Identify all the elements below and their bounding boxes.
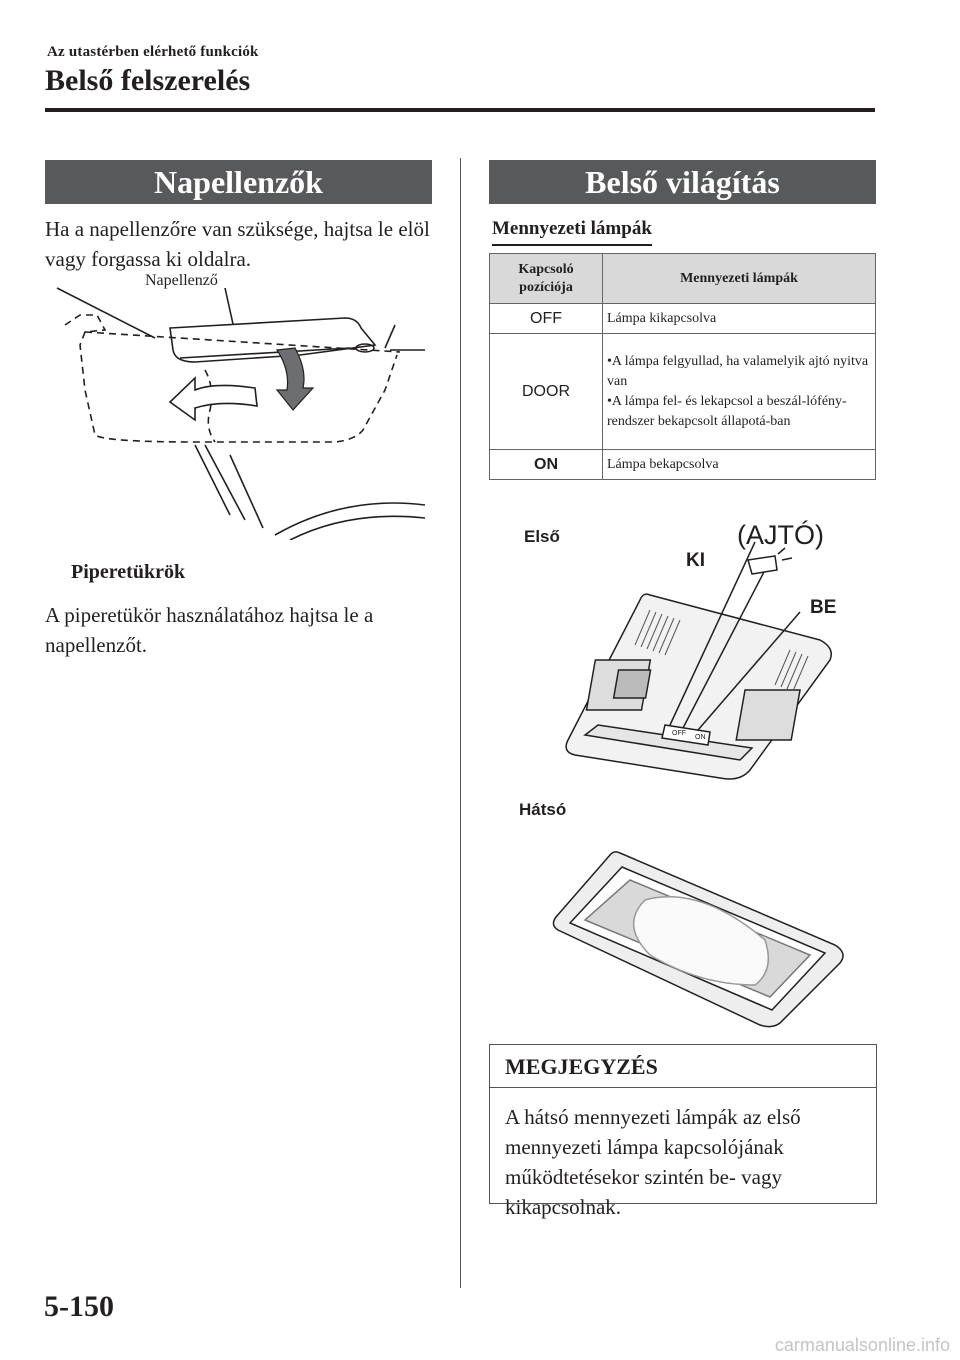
- page-number: 5-150: [44, 1290, 114, 1323]
- table-row: [490, 450, 876, 480]
- section-title-sun-visors: Napellenzők: [45, 160, 432, 204]
- table-header-lamps: Mennyezeti lámpák: [603, 254, 876, 304]
- sun-visor-intro: Ha a napellenzőre van szüksége, hajtsa le elöl vagy forgassa ki oldalra.: [45, 217, 430, 271]
- sun-visor-label: Napellenző: [145, 272, 218, 289]
- lamp-description-line: •A lámpa felgyullad, ha valamelyik ajtó nyitva van: [607, 353, 869, 389]
- subheading-vanity-mirrors: Piperetükrök: [71, 561, 186, 583]
- lamp-description-line: •A lámpa fel- és lekapcsol a beszál-lófény-rendszer bekapcsolt állapotá-ban: [607, 393, 847, 429]
- table-row: [490, 334, 876, 450]
- on-position-label: BE: [810, 597, 837, 618]
- lamp-description: [603, 334, 876, 450]
- vanity-mirror-text: A piperetükör használatához hajtsa le a napellenzőt.: [45, 603, 374, 657]
- switch-position-on: ON: [490, 450, 603, 480]
- note-box: [489, 1044, 877, 1219]
- table-row: [490, 304, 876, 334]
- page-title: Belső felszerelés: [45, 64, 251, 97]
- door-position-label: (AJTÓ): [737, 520, 824, 550]
- subheading-overhead-lights: Mennyezeti lámpák: [492, 218, 652, 246]
- rear-label: Hátsó: [519, 800, 567, 819]
- switch-position-door: DOOR: [490, 334, 603, 450]
- table-header-position: Kapcsoló pozíciója: [490, 254, 603, 304]
- sun-visor-illustration: [45, 270, 445, 540]
- switch-off-marking: OFF: [672, 730, 686, 737]
- title-divider: [45, 108, 875, 112]
- note-heading: MEGJEGYZÉS: [490, 1045, 876, 1088]
- lamp-description: Lámpa bekapcsolva: [603, 450, 876, 480]
- lamp-switch-table: [489, 253, 876, 480]
- switch-on-marking: ON: [695, 734, 706, 741]
- section-title-interior-lights: Belső világítás: [489, 160, 876, 204]
- watermark: carmanualsonline.info: [774, 1335, 950, 1355]
- switch-position-off: OFF: [490, 304, 603, 334]
- rear-lamp-illustration: [550, 845, 850, 1030]
- lamp-description: Lámpa kikapcsolva: [603, 304, 876, 334]
- off-position-label: KI: [686, 550, 705, 571]
- front-label: Első: [524, 527, 560, 546]
- breadcrumb: Az utastérben elérhető funkciók: [47, 44, 259, 60]
- column-divider: [460, 158, 461, 1288]
- note-text: A hátsó mennyezeti lámpák az első mennyezeti lámpa kapcsolójának működtetésekor szintén be- vagy kikapcsolnak.: [505, 1105, 801, 1219]
